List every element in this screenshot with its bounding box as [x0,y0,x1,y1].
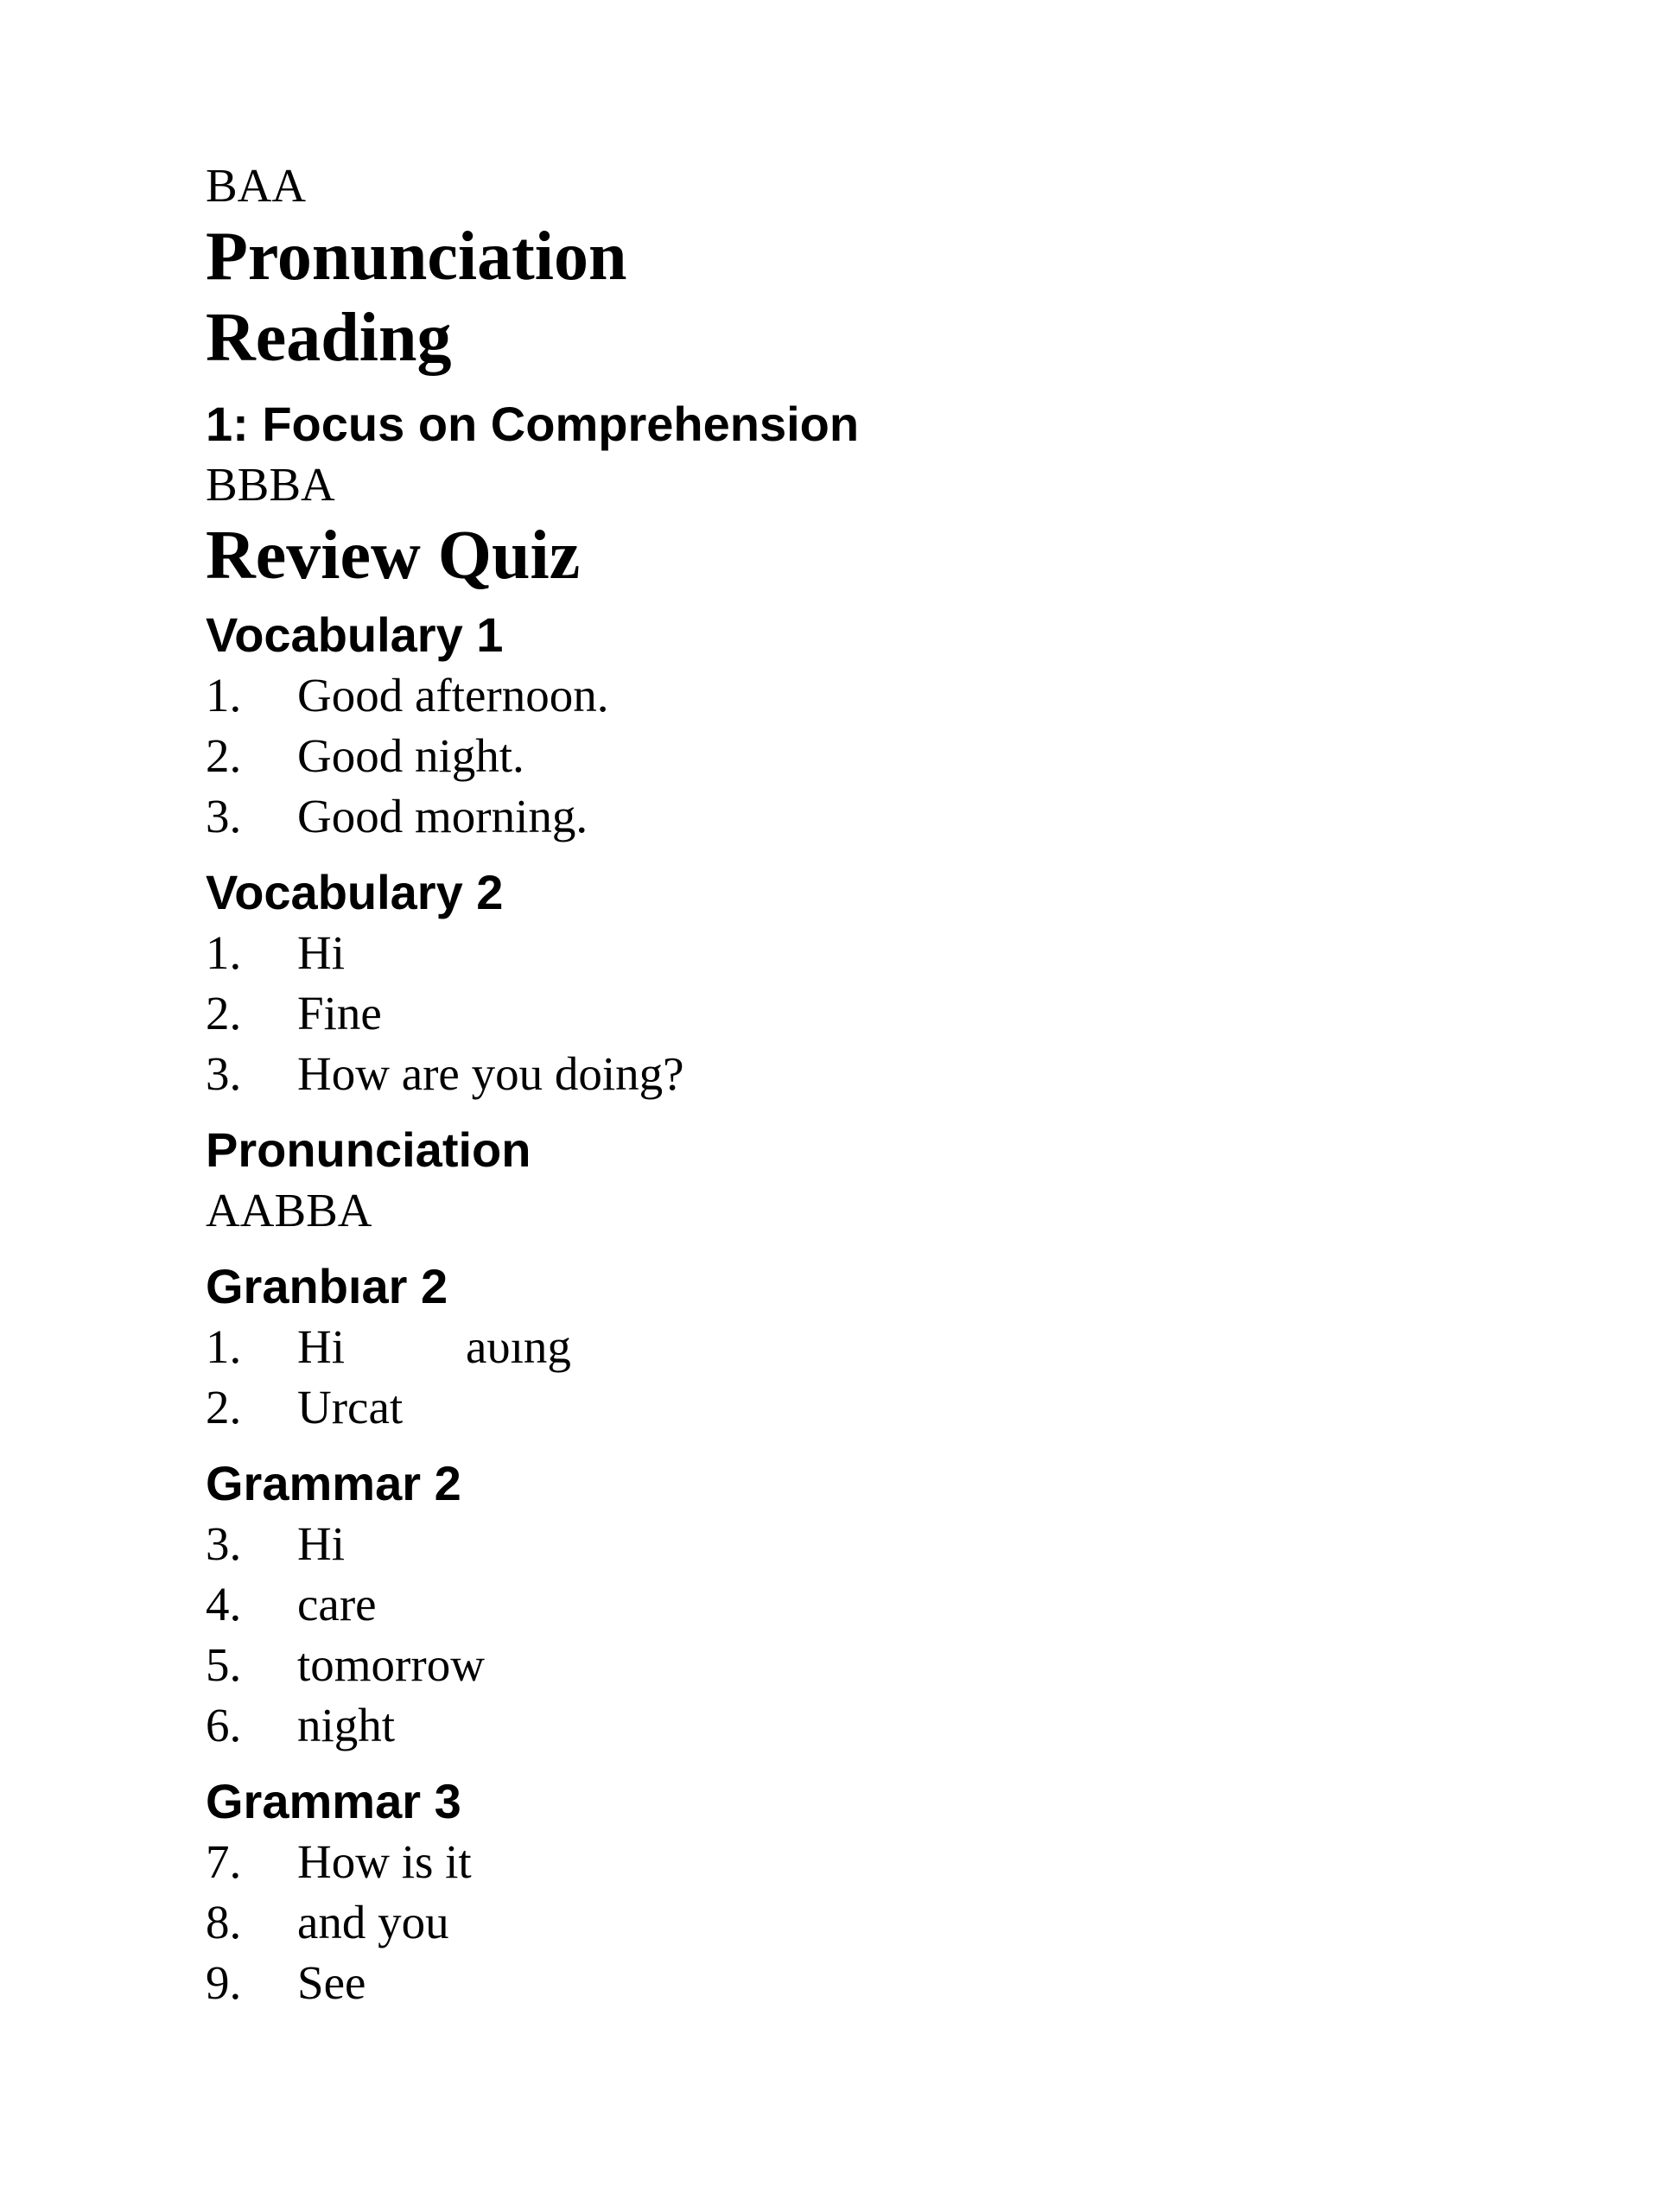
list-item [206,983,1502,1044]
item-text: Hi [297,1320,345,1373]
item-text: Hi [297,926,345,979]
title-pronunciation: Pronunciation [206,219,627,295]
list-item [206,726,1502,786]
list-item [206,1695,1502,1756]
item-number: 3. [206,1047,242,1100]
list-item [206,1574,1502,1635]
list-item [206,1953,1502,2013]
list-item [206,1514,1502,1574]
answer-key-page [206,156,1502,2013]
item-number: 1. [206,1320,242,1373]
item-text: Hi [297,1517,345,1570]
item-text: care [297,1578,377,1630]
item-number: 8. [206,1896,242,1948]
item-number: 3. [206,1517,242,1570]
item-number: 2. [206,729,242,782]
item-number: 6. [206,1699,242,1751]
item-number: 3. [206,790,242,842]
granbiar2-heading: Granbıar 2 [206,1259,448,1313]
item-extra-text: aυıng [466,1320,571,1373]
item-number: 4. [206,1578,242,1630]
item-text: How is it [297,1835,472,1888]
item-text: and you [297,1896,449,1948]
item-number: 1. [206,926,242,979]
item-text: night [297,1699,396,1751]
list-item [206,1317,1502,1377]
comprehension-heading: 1: Focus on Comprehension [206,397,860,451]
item-number: 9. [206,1956,242,2009]
item-text: How are you doing? [297,1047,684,1100]
comprehension-answer: BBBA [206,458,335,511]
list-item [206,1832,1502,1892]
list-item [206,923,1502,983]
item-number: 7. [206,1835,242,1888]
vocabulary1-heading: Vocabulary 1 [206,607,504,662]
item-number: 5. [206,1638,242,1691]
list-item [206,1044,1502,1104]
list-item [206,1635,1502,1695]
item-text: tomorrow [297,1638,485,1691]
title-reading: Reading [206,300,452,376]
item-text: Fine [297,987,382,1039]
grammar3-heading: Grammar 3 [206,1774,461,1828]
list-item [206,1377,1502,1438]
top-answer: BAA [206,159,307,212]
item-number: 1. [206,669,242,721]
item-text: Good morning. [297,790,588,842]
pronunciation-answer: AABBA [206,1184,372,1236]
item-text: Good afternoon. [297,669,609,721]
list-item [206,786,1502,847]
title-review-quiz: Review Quiz [206,518,581,594]
item-number: 2. [206,1381,242,1433]
list-item [206,665,1502,726]
vocabulary2-heading: Vocabulary 2 [206,865,504,919]
item-number: 2. [206,987,242,1039]
item-text: Good night. [297,729,524,782]
pronunciation-heading: Pronunciation [206,1122,531,1177]
item-text: See [297,1956,366,2009]
grammar2-heading: Grammar 2 [206,1456,461,1510]
item-text: Urcat [297,1381,404,1433]
list-item [206,1892,1502,1953]
